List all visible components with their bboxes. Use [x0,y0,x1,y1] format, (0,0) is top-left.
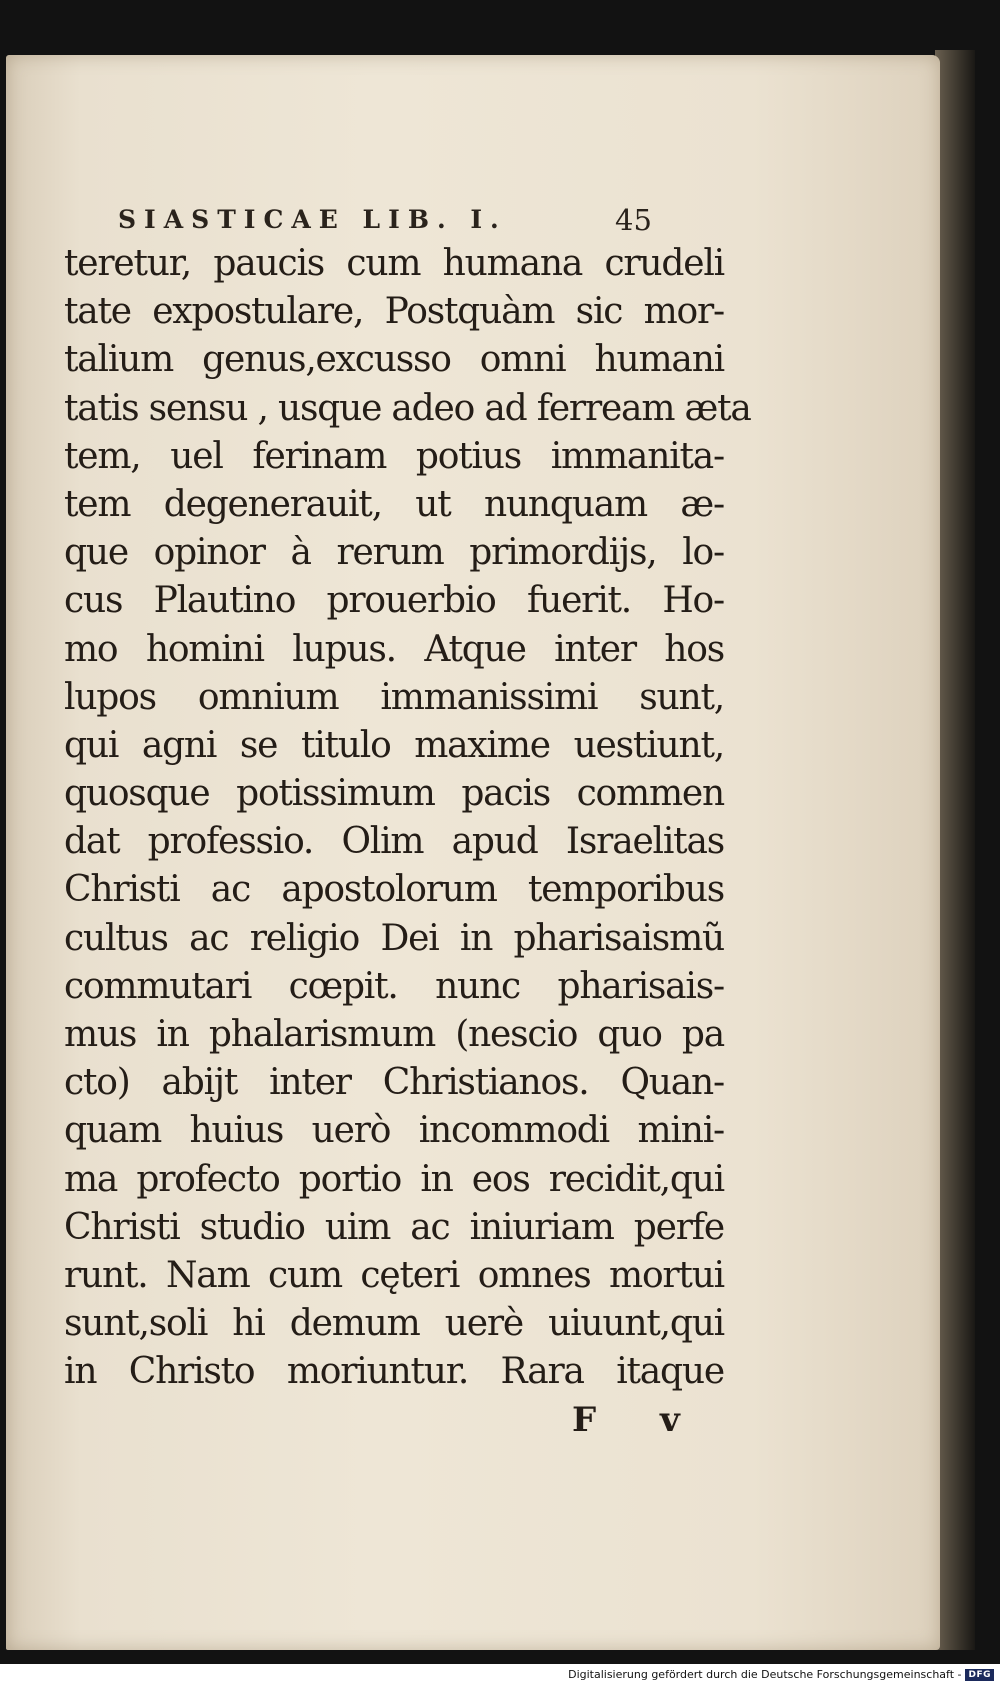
digitization-credit [568,1668,994,1681]
text-line: cto) abijt inter Christianos. Quan- [64,1062,724,1104]
text-body [64,240,751,1397]
dfg-logo-icon: DFG [965,1669,994,1681]
text-line: commutari cœpit. nunc pharisais- [64,965,724,1007]
text-line: in Christo moriuntur. Rara itaque [64,1351,724,1393]
text-line: sunt,soli hi demum uerè uiuunt,qui [64,1303,724,1345]
text-line: Christi studio uim ac iniuriam perfe [64,1206,724,1248]
text-line: dat professio. Olim apud Israelitas [64,821,724,863]
text-line: tatis sensu , usque adeo ad ferream æta [64,387,751,429]
text-line: lupos omnium immanissimi sunt, [64,676,724,718]
text-line: tate expostulare, Postquàm sic mor- [64,291,724,333]
text-line: runt. Nam cum cęteri omnes mortui [64,1254,724,1296]
text-line: talium genus,excusso omni humani [64,339,724,381]
book-edge [935,50,975,1650]
text-line: que opinor à rerum primordijs, lo- [64,532,724,574]
text-line: quam huius uerò incommodi mini- [64,1110,724,1152]
text-line: cus Plautino prouerbio fuerit. Ho- [64,580,724,622]
signature-mark: F v [572,1400,706,1440]
running-head: SIASTICAE LIB. I. [118,205,507,234]
text-line: tem degenerauit, ut nunquam æ- [64,483,724,525]
text-line: teretur, paucis cum humana crudeli [64,243,724,284]
text-line: tem, uel ferinam potius immanita- [64,435,724,477]
page-number: 45 [615,203,652,237]
text-line: quosque potissimum pacis commen [64,773,724,815]
credit-text: Digitalisierung gefördert durch die Deutsche Forschungsgemeinschaft - [568,1668,962,1681]
text-line: mo homini lupus. Atque inter hos [64,628,724,670]
text-line: mus in phalarismum (nescio quo pa [64,1014,724,1055]
text-line: ma profecto portio in eos recidit,qui [64,1158,724,1200]
text-line: Christi ac apostolorum temporibus [64,869,724,911]
text-line: qui agni se titulo maxime uestiunt, [64,724,724,766]
text-line: cultus ac religio Dei in pharisaismũ [64,917,724,959]
